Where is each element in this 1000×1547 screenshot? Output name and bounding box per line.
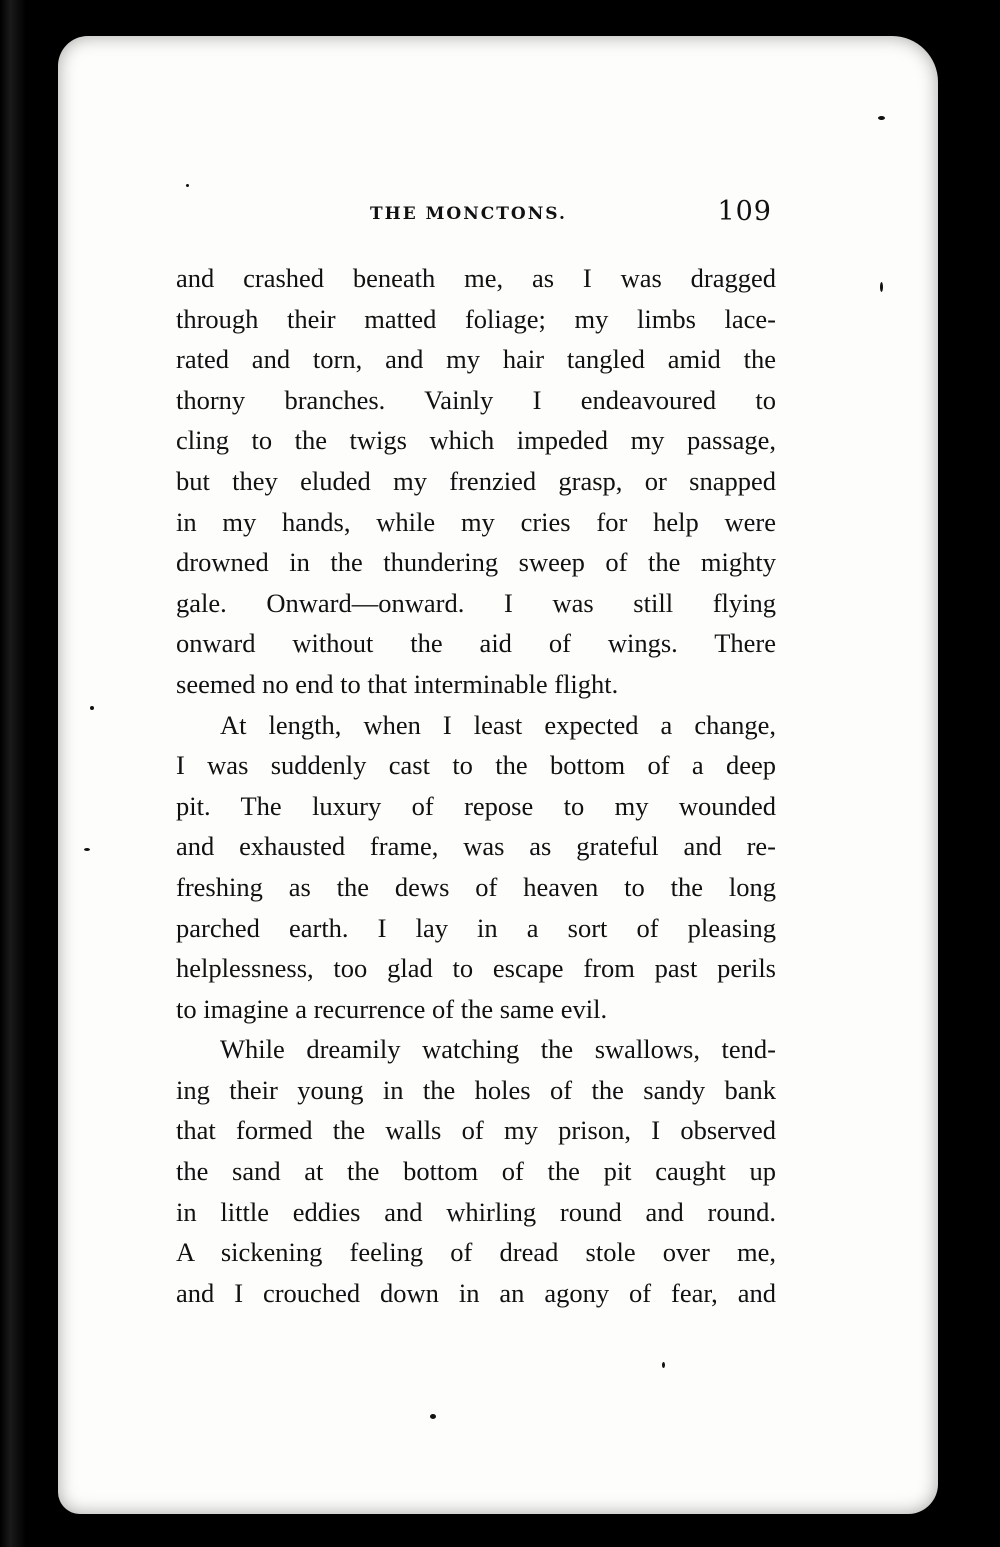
page-number: 109: [717, 196, 772, 227]
text-line: and I crouched down in an agony of fear, and: [176, 1277, 776, 1308]
text-line: in my hands, while my cries for help were: [176, 506, 776, 537]
running-title: THE MONCTONS.: [370, 204, 567, 224]
text-line: A sickening feeling of dread stole over me,: [176, 1237, 776, 1268]
scan-speck: [878, 116, 885, 120]
text-line: freshing as the dews of heaven to the long: [176, 871, 776, 902]
text-line: drowned in the thundering sweep of the mighty: [176, 547, 776, 578]
text-line: rated and torn, and my hair tangled amid the: [176, 344, 776, 375]
scan-speck: [880, 282, 883, 292]
text-line: cling to the twigs which impeded my passage,: [176, 425, 776, 456]
body-text: [176, 258, 776, 1313]
text-line: gale. Onward—onward. I was still flying: [176, 587, 776, 618]
text-line: and exhausted frame, was as grateful and re-: [176, 831, 776, 862]
text-line: ing their young in the holes of the sandy bank: [176, 1074, 776, 1105]
text-line: I was suddenly cast to the bottom of a deep: [176, 750, 776, 781]
scan-speck: [186, 184, 189, 187]
text-line: through their matted foliage; my limbs lace-: [176, 303, 776, 334]
scan-speck: [84, 848, 90, 851]
scan-speck: [90, 706, 94, 710]
text-line: the sand at the bottom of the pit caught up: [176, 1156, 776, 1187]
text-line: pit. The luxury of repose to my wounded: [176, 790, 776, 821]
text-line: seemed no end to that interminable flight.: [176, 668, 619, 699]
text-line: While dreamily watching the swallows, tend-: [220, 1034, 776, 1065]
text-line: helplessness, too glad to escape from past perils: [176, 953, 776, 984]
text-line: but they eluded my frenzied grasp, or snapped: [176, 465, 776, 496]
scan-speck: [430, 1414, 436, 1419]
text-line: parched earth. I lay in a sort of pleasing: [176, 912, 776, 943]
text-line: At length, when I least expected a change,: [220, 709, 776, 740]
scan-speck: [662, 1362, 665, 1368]
text-line: in little eddies and whirling round and round.: [176, 1196, 776, 1227]
running-header: [174, 196, 774, 236]
text-line: onward without the aid of wings. There: [176, 628, 776, 659]
text-line: thorny branches. Vainly I endeavoured to: [176, 384, 776, 415]
text-line: to imagine a recurrence of the same evil.: [176, 993, 608, 1024]
text-line: and crashed beneath me, as I was dragged: [176, 263, 776, 293]
text-line: that formed the walls of my prison, I observed: [176, 1115, 776, 1146]
book-binding-edge: [0, 0, 26, 1547]
